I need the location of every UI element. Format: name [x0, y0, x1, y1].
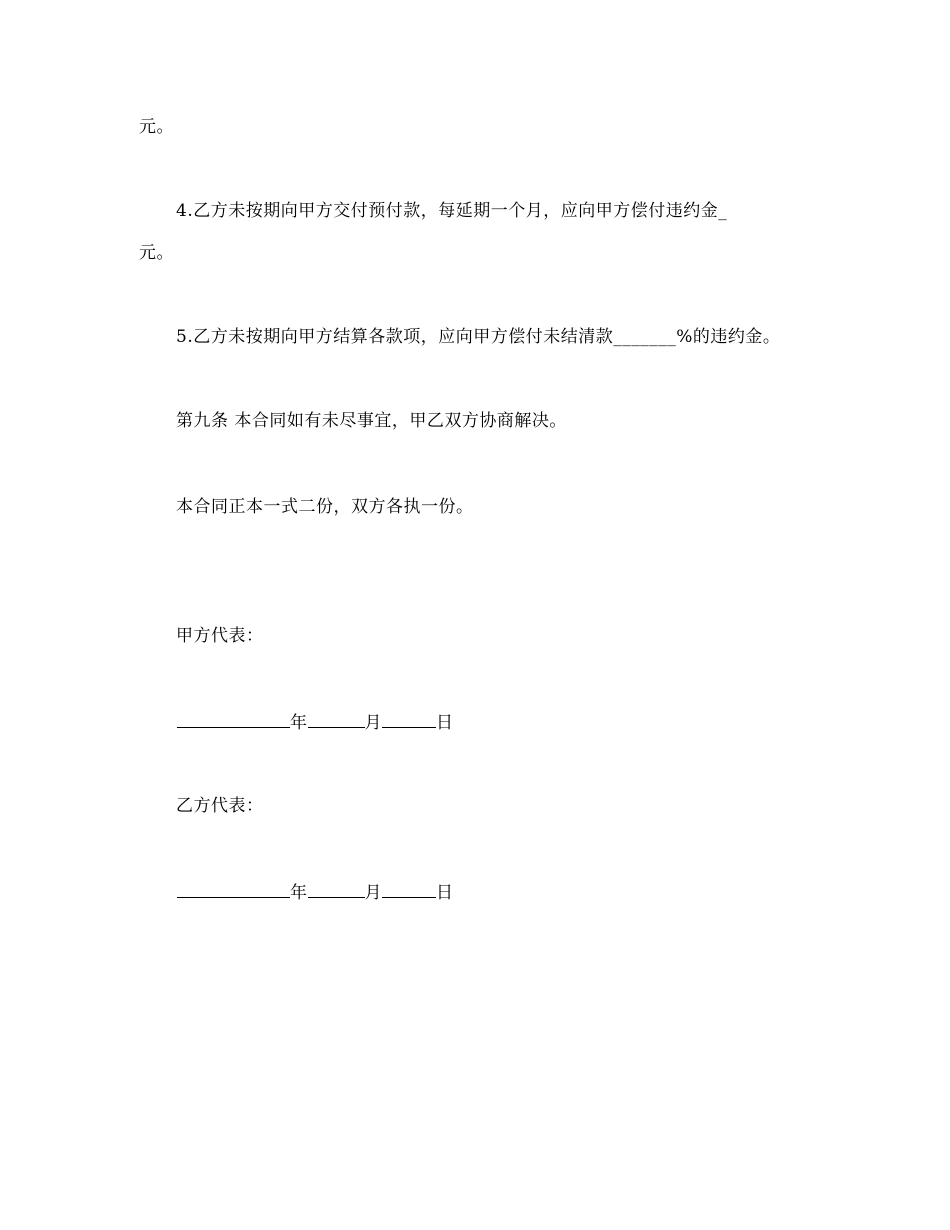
month-label: 月: [364, 713, 382, 733]
article-9: 第九条 本合同如有未尽事宜，甲乙双方协商解决。: [176, 411, 567, 431]
party-b-representative-label: 乙方代表：: [176, 796, 264, 816]
month-label: 月: [364, 883, 382, 903]
text-line-yuan-1: 元。: [139, 117, 174, 137]
day-label: 日: [436, 883, 454, 903]
year-label: 年: [290, 883, 308, 903]
party-b-year-blank[interactable]: [308, 879, 365, 898]
clause-5: 5.乙方未按期向甲方结算各款项，应向甲方偿付未结清款_______%的违约金。: [176, 327, 781, 347]
day-label: 日: [436, 713, 454, 733]
clause-4: 4.乙方未按期向甲方交付预付款，每延期一个月，应向甲方偿付违约金_: [176, 201, 728, 221]
copies-statement: 本合同正本一式二份，双方各执一份。: [176, 497, 474, 517]
party-a-date-line: [177, 709, 454, 734]
party-b-signature-blank[interactable]: [177, 879, 290, 898]
party-a-year-blank[interactable]: [308, 709, 365, 728]
party-a-month-blank[interactable]: [382, 709, 436, 728]
party-b-date-line: [177, 879, 454, 904]
text-line-yuan-2: 元。: [139, 243, 174, 263]
party-a-signature-blank[interactable]: [177, 709, 290, 728]
party-b-month-blank[interactable]: [382, 879, 436, 898]
year-label: 年: [290, 713, 308, 733]
party-a-representative-label: 甲方代表：: [176, 626, 264, 646]
